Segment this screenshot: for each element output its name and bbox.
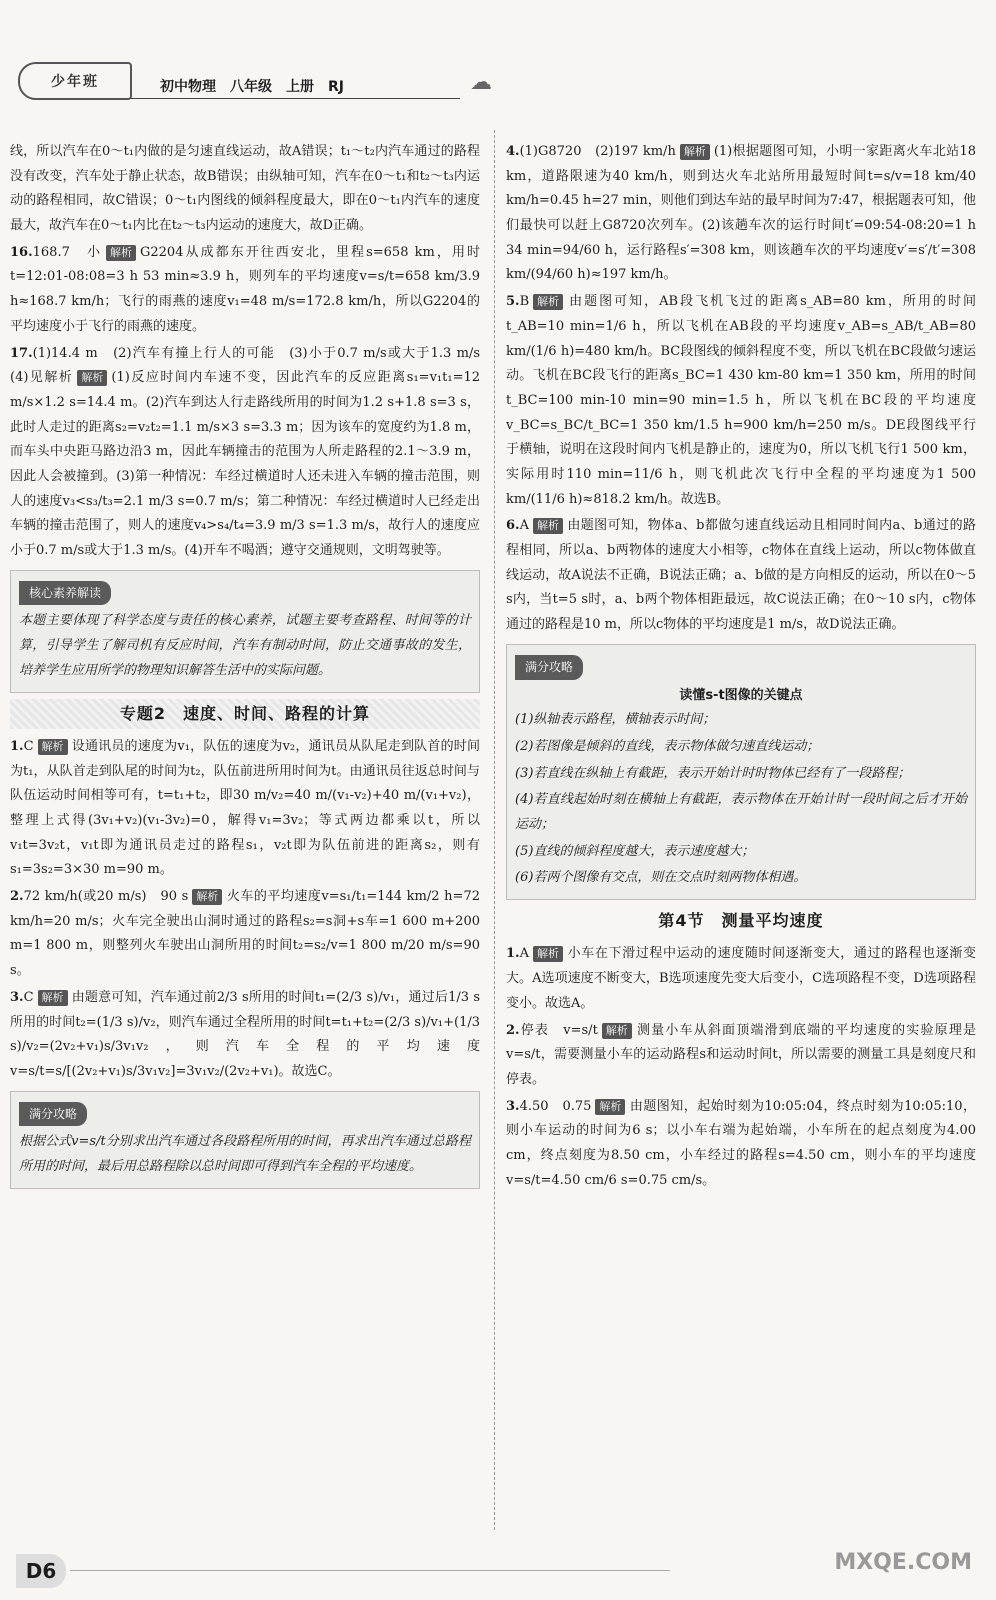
book-title: 初中物理 八年级 上册 RJ [160,79,344,95]
answer-item [10,140,480,239]
answer-lead: A [519,518,529,534]
analysis-tag: 解析 [192,889,222,905]
tips-item: (1)纵轴表示路程，横轴表示时间； [515,712,716,728]
answer-text: 小车在下滑过程中运动的速度随时间逐渐变大，通过的路程也逐渐变大。A选项速度不断变大，B选项速度先变大后变小，C选项路程不变，D选项路程变小。故选A。 [506,946,976,1011]
tips-title: 读懂s-t图像的关键点 [679,687,803,703]
answer-item [506,942,976,1016]
header-rule [130,98,460,99]
item-number: 4. [506,144,520,159]
answer-lead: (1)14.4 m (2)汽车有撞上行人的可能 (3)小于0.7 m/s或大于1.3 m/s (4)见解析 [10,345,494,386]
answer-text: 由题意可知，汽车通过前2/3 s所用的时间t₁=(2/3 s)/v₁，通过后1/3 s所用的时间t₂=(1/3 s)/v₂，则汽车通过全程所用的时间t=t₁+t₂=(2/3 s)/v₁+(1/3 s)/v₂=(2v₂+v₁)s/3v₁v₂，则汽车全程的平均速度v=s/t=s/[(2v₂+v₁)s/3v₁v₂]=3v₁v₂/(2v₂+v₁)。故选C。 [10,989,480,1079]
footer-rule [70,1570,670,1571]
note-text: 根据公式v=s/t分别求出汽车通过各段路程所用的时间，再求出汽车通过总路程所用的时间，最后用总路程除以总时间即可得到汽车全程的平均速度。 [19,1134,471,1175]
item-number: 5. [506,294,520,310]
section-title-lesson4: 第4节 测量平均速度 [658,911,824,931]
answer-lead: 停表 v=s/t [519,1022,598,1038]
answer-item [10,735,480,883]
item-number: 2. [10,889,24,905]
item-number: 3. [10,989,24,1005]
note-box [10,1091,480,1189]
answer-text: 由题图知，起始时刻为10:05:04，终点时刻为10:05:10，则小车运动的时间为6 s；以小车右端为起始端，小车所在的起点刻度为4.00 cm，终点刻度为8.50 cm，小车经过的路程s=4.50 cm，则小车的平均速度v=s/t=4.50 cm/6 s=0.75 cm/s。 [506,1098,976,1188]
item-number: 2. [506,1022,520,1038]
answer-text: G2204从成都东开往西安北，里程s=658 km，用时t=12:01-08:08=3 h 53 min≈3.9 h，则列车的平均速度v=s/t=658 km/3.9 h≈168.7 km/h；飞行的雨燕的速度v₁=48 m/s=172.8 km/h，所以G2204的平均速度小于飞行的雨燕的速度。 [10,244,481,334]
note-text: 本题主要体现了科学态度与责任的核心素养，试题主要考查路程、时间等的计算，引导学生了解司机有反应时间，汽车有制动时间，防止交通事故的发生，培养学生应用所学的物理知识解答生活中的实际问题。 [19,613,471,678]
item-number: 17. [10,345,33,361]
answer-text: 由题图可知，AB段飞机飞过的距离s_AB=80 km，所用的时间t_AB=10 min=1/6 h，所以飞机在AB段的平均速度v_AB=s_AB/t_AB=80 km/(1/6 h)=480 km/h。BC段图线的倾斜程度不变，所以飞机在BC段做匀速运动。飞机在BC段飞行的距离s_BC=1 430 km-80 km=1 350 km，所用的时间t_BC=100 min-10 min=90 min=1.5 h，所以飞机在BC段的平均速度v_BC=s_BC/t_BC=1 350 km/1.5 h=900 km/h=250 m/s。DE段图线平行于横轴，说明在这段时间内飞机是静止的，速度为0，所以飞机飞行1 500 km，实际用时110 min=11/6 h，则飞机此次飞行中全程的平均速度为1 500 km/(11/6 h)≈818.2 km/h。故选B。 [506,294,976,507]
item-number: 1. [506,946,520,962]
answer-item [506,1095,976,1194]
answer-text: 火车的平均速度v=s₁/t₁=144 km/2 h=72 km/h=20 m/s；火车完全驶出山洞时通过的路程s₂=s洞+s车=1 600 m+200 m=1 800 m，则整列火车驶出山洞所用的时间t₂=s₂/v=1 800 m/20 m/s=90 s。 [10,889,480,979]
column-divider [494,130,495,1530]
answer-lead: C [23,989,34,1005]
answer-item [506,290,976,512]
note-head: 满分攻略 [19,1102,87,1127]
tips-item: (3)若直线在纵轴上有截距，表示开始计时时物体已经有了一段路程； [515,765,911,781]
tips-item: (4)若直线起始时刻在横轴上有截距，表示物体在开始计时一段时间之后才开始运动； [515,792,967,832]
item-number: 3. [506,1098,520,1114]
tips-head: 满分攻略 [515,655,583,680]
brand-logo: 少年班 [18,62,132,100]
analysis-tag: 解析 [38,990,68,1006]
answer-item [10,342,494,564]
answer-item [506,514,976,637]
note-box [10,570,480,693]
answer-lead: C [23,738,34,754]
analysis-tag: 解析 [38,739,68,755]
answer-lead: 168.7 小 [32,244,102,260]
answer-lead: (1)G8720 (2)197 km/h [519,144,676,159]
tips-item: (5)直线的倾斜程度越大，表示速度越大； [515,843,755,859]
item-number: 16. [10,244,33,260]
answer-lead: 72 km/h(或20 m/s) 90 s [23,889,189,905]
page-number: D6 [16,1554,66,1588]
answer-item [10,885,480,984]
left-column [10,140,494,1530]
tips-box [506,644,976,900]
analysis-tag: 解析 [533,294,563,310]
answer-item [506,1019,976,1093]
answer-lead: B [519,294,530,310]
answer-lead: 4.50 0.75 [519,1098,592,1114]
tips-item: (2)若图像是倾斜的直线，表示物体做匀速直线运动； [515,738,820,754]
answer-lead: A [519,946,529,962]
page-footer [0,1540,996,1600]
answer-text: 由题图可知，物体a、b都做匀速直线运动且相同时间内a、b通过的路程相同，所以a、b两物体的速度大小相等，c物体在直线上运动，所以c物体做直线运动，故A说法不正确，B说法正确；a、b做的是方向相反的运动，所以在0～5 s内，当t=5 s时，a、b两个物体相距最远，故C说法正确；在0～10 s内，c物体通过的路程是10 m，所以c物体的平均速度是1 m/s，故D说法正确。 [506,518,976,633]
answer-item [10,986,480,1085]
analysis-tag: 解析 [595,1099,625,1115]
item-number: 6. [506,518,520,534]
analysis-tag: 解析 [533,518,563,534]
answer-item [506,140,976,288]
tips-item: (6)若两个图像有交点，则在交点时刻两物体相遇。 [515,870,807,886]
analysis-tag: 解析 [77,370,107,386]
answer-item [10,241,480,340]
page-header [0,0,996,100]
analysis-tag: 解析 [602,1023,632,1039]
note-head: 核心素养解读 [19,581,111,606]
cloud-sun-icon: ☁ [470,70,492,95]
analysis-tag: 解析 [533,946,563,962]
answer-text: (1)反应时间内车速不变，因此汽车的反应距离s₁=v₁t₁=12 m/s×1.2 s=14.4 m。(2)汽车到达人行走路线所用的时间为1.2 s+1.8 s=3 s，此时人走过的距离s₂=v₂t₂=1.1 m/s×3 s=3.3 m；因为该车的宽度约为1.8 m，而车头中央距马路边沿3 m，因此车辆撞击的范围为人所走路程的2.1～3.9 m，因此人会被撞到。(3)第一种情况：车经过横道时人还未进入车辆的撞击范围，则人的速度v₃<s₃/t₃=2.1 m/3 s=0.7 m/s；第二种情况：车经过横道时人已经走出车辆的撞击范围了，则人的速度v₄>s₄/t₄=3.9 m/3 s=1.3 m/s，故行人的速度应小于0.7 m/s或大于1.3 m/s。(4)开车不喝酒；遵守交通规则，文明驾驶等。 [10,370,480,558]
analysis-tag: 解析 [680,144,710,160]
answer-text: (1)根据题图可知，小明一家距离火车北站18 km，道路限速为40 km/h，则到达火车北站所用最短时间t=s/v=18 km/40 km/h=0.45 h=27 min，则他们到达车站的最早时间为7:47，根据题表可知，他们最快可以赶上G8720次列车。(2)该趟车次的运行时间t′=09:54-08:20=1 h 34 min=94/60 h，运行路程s′=308 km，则该趟车次的平均速度v′=s′/t′=308 km/(94/60 h)≈197 km/h。 [506,144,976,283]
answer-text: 测量小车从斜面顶端滑到底端的平均速度的实验原理是v=s/t，需要测量小车的运动路程s和运动时间t，所以需要的测量工具是刻度尺和停表。 [506,1022,976,1087]
watermark-logo: MXQE.COM [834,1550,972,1575]
right-column [506,140,976,1530]
answer-text: 设通讯员的速度为v₁，队伍的速度为v₂，通讯员从队尾走到队首的时间为t₁，从队首走到队尾的时间为t₂，队伍前进所用时间为t。由通讯员往返总时间与队伍运动时间相等可有，t=t₁+t₂，即30 m/v₂=40 m/(v₁-v₂)+40 m/(v₁+v₂)，整理上式得(3v₁+v₂)(v₁-3v₂)=0，解得v₁=3v₂；等式两边都乘以t，所以v₁t=3v₂t，v₁t即为通讯员走过的路程s₁，v₂t即为队伍前进的距离s₂，则有s₁=3s₂=3×30 m=90 m。 [10,738,480,878]
answer-text: 线，所以汽车在0～t₁内做的是匀速直线运动，故A错误；t₁～t₂内汽车通过的路程没有改变，汽车处于静止状态，故B错误；由纵轴可知，汽车在0～t₁和t₂～t₃内运动的路程相同，故C错误；0～t₁内图线的倾斜程度最大，即在0～t₁内汽车的速度最大，故汽车在0～t₁内比在t₂～t₃内运动的速度大，故D正确。 [10,144,480,234]
section-title-topic2: 专题2 速度、时间、路程的计算 [10,699,480,729]
item-number: 1. [10,738,24,754]
analysis-tag: 解析 [106,245,136,261]
